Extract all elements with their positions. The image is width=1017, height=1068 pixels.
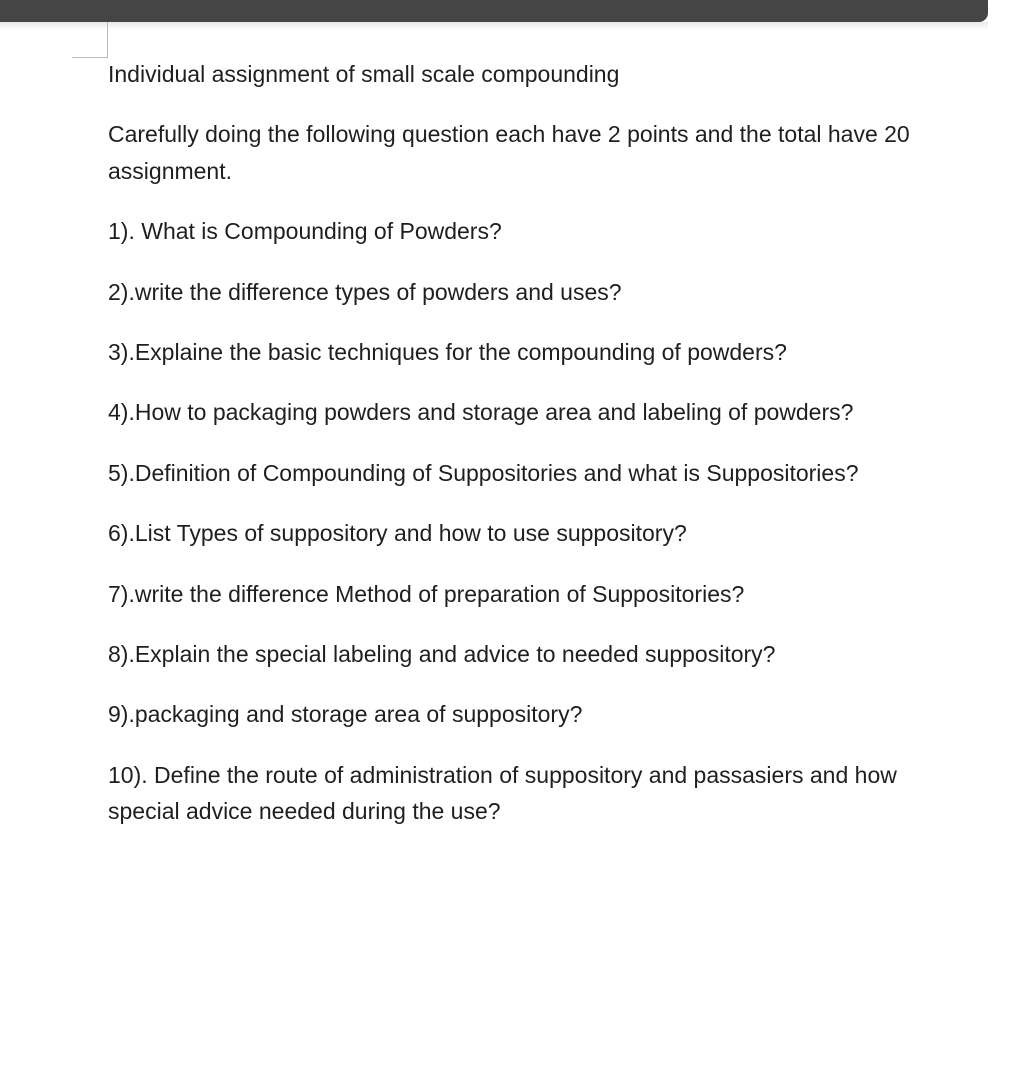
page-margin-marker-vertical [107, 22, 108, 58]
question-3: 3).Explaine the basic techniques for the compounding of powders? [108, 339, 787, 365]
question-6: 6).List Types of suppository and how to use suppository? [108, 520, 687, 546]
app-top-bar [0, 0, 988, 22]
page-margin-marker-horizontal [72, 57, 108, 58]
question-9: 9).packaging and storage area of suppository? [108, 701, 583, 727]
top-bar-shadow [0, 22, 988, 30]
question-10-line-2: special advice needed during the use? [108, 798, 501, 824]
question-2: 2).write the difference types of powders and uses? [108, 279, 622, 305]
question-8: 8).Explain the special labeling and advice to needed suppository? [108, 641, 776, 667]
assignment-title: Individual assignment of small scale compounding [108, 61, 620, 87]
instructions-line-1: Carefully doing the following question each have 2 points and the total have 20 [108, 121, 910, 147]
question-4: 4).How to packaging powders and storage area and labeling of powders? [108, 399, 854, 425]
question-1: 1). What is Compounding of Powders? [108, 218, 502, 244]
instructions-line-2: assignment. [108, 158, 233, 184]
question-5: 5).Definition of Compounding of Suppositories and what is Suppositories? [108, 460, 859, 486]
question-10-line-1: 10). Define the route of administration of suppository and passasiers and how [108, 762, 897, 788]
question-7: 7).write the difference Method of preparation of Suppositories? [108, 581, 745, 607]
